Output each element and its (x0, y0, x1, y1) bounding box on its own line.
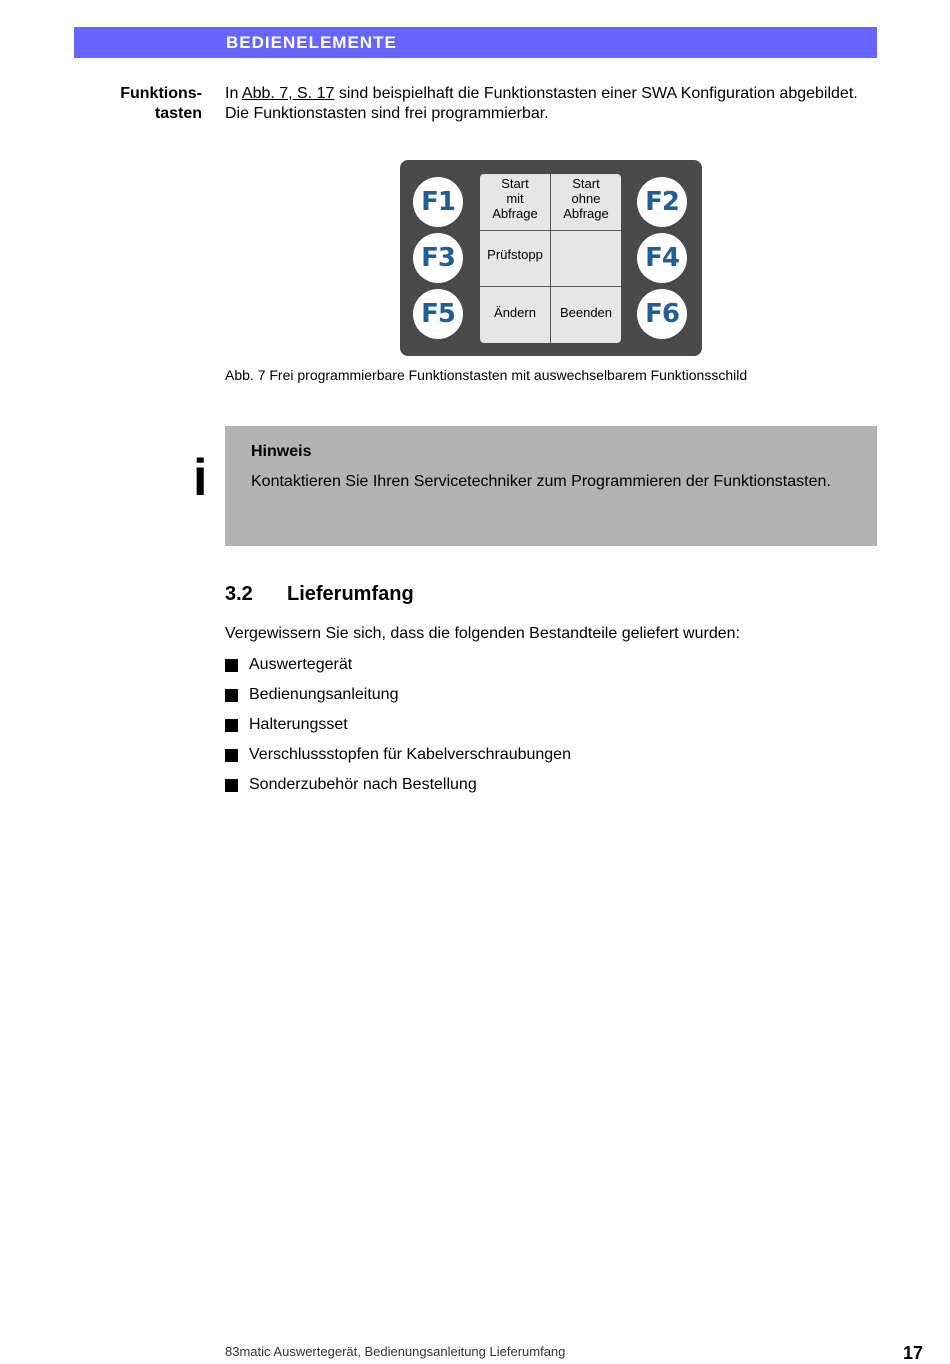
plate-cell-beenden: Beenden (559, 305, 613, 320)
footer-text: 83matic Auswertegerät, Bedienungsanleitung Lieferumfang (225, 1344, 566, 1359)
plate-text-line: mit (506, 191, 524, 206)
square-bullet-icon (225, 719, 238, 732)
list-item (225, 685, 571, 715)
note-text: Kontaktieren Sie Ihren Servicetechniker zum Programmieren der Funktionstasten. (251, 473, 831, 490)
plate-divider (480, 286, 621, 287)
list-item (225, 745, 571, 775)
plate-text-line: Start (572, 176, 600, 191)
side-label-line1: Funktions- (120, 85, 202, 102)
list-item (225, 655, 571, 685)
section-title: Lieferumfang (287, 583, 414, 605)
figure-reference-link[interactable]: Abb. 7, S. 17 (241, 85, 335, 102)
plate-cell-aendern: Ändern (494, 305, 536, 320)
plate-cell-start-ohne-abfrage (551, 174, 621, 230)
delivery-items-list (225, 655, 571, 805)
figure-caption: Abb. 7 Frei programmierbare Funktionstasten mit auswechselbarem Funktionsschild (225, 367, 748, 383)
intro-suffix: sind beispielhaft die Funktionstasten einer SWA Konfiguration abgebildet. (334, 85, 858, 102)
note-title: Hinweis (251, 443, 312, 460)
section-header-bar (74, 27, 877, 58)
square-bullet-icon (225, 749, 238, 762)
square-bullet-icon (225, 779, 238, 792)
note-box (225, 426, 877, 546)
plate-cell-empty (551, 231, 621, 287)
f3-key: F3 (413, 233, 463, 283)
plate-divider (480, 230, 621, 231)
side-label-line2: tasten (154, 105, 202, 122)
section-header-title: BEDIENELEMENTE (226, 33, 397, 52)
f5-key: F5 (413, 289, 463, 339)
plate-cell-start-mit-abfrage (480, 174, 550, 230)
intro-prefix: In (225, 85, 242, 102)
f6-key: F6 (637, 289, 687, 339)
square-bullet-icon (225, 659, 238, 672)
plate-divider (550, 174, 551, 343)
plate-text-line: Abfrage (563, 206, 609, 221)
f1-key: F1 (413, 177, 463, 227)
intro-line2: Die Funktionstasten sind frei programmierbar. (225, 105, 549, 122)
section-intro: Vergewissern Sie sich, dass die folgenden Bestandteile geliefert wurden: (225, 625, 740, 642)
intro-paragraph (225, 84, 885, 124)
square-bullet-icon (225, 689, 238, 702)
list-item (225, 775, 571, 805)
f2-key: F2 (637, 177, 687, 227)
list-item-text: Bedienungsanleitung (249, 686, 399, 703)
plate-text-line: Abfrage (492, 206, 538, 221)
plate-cell-pruefstopp: Prüfstopp (487, 247, 543, 262)
info-icon: i (193, 449, 208, 507)
plate-text-line: Start (501, 176, 529, 191)
f4-key: F4 (637, 233, 687, 283)
section-heading (225, 583, 414, 606)
page-number: 17 (903, 1343, 924, 1363)
list-item-text: Auswertegerät (249, 656, 353, 673)
list-item (225, 715, 571, 745)
list-item-text: Sonderzubehör nach Bestellung (249, 776, 477, 793)
section-number: 3.2 (225, 583, 253, 605)
plate-text-line: ohne (571, 191, 601, 206)
function-key-panel (400, 160, 702, 356)
function-label-plate (480, 174, 621, 343)
list-item-text: Halterungsset (249, 716, 348, 733)
list-item-text: Verschlussstopfen für Kabelverschraubungen (249, 746, 571, 763)
side-label (100, 84, 202, 124)
